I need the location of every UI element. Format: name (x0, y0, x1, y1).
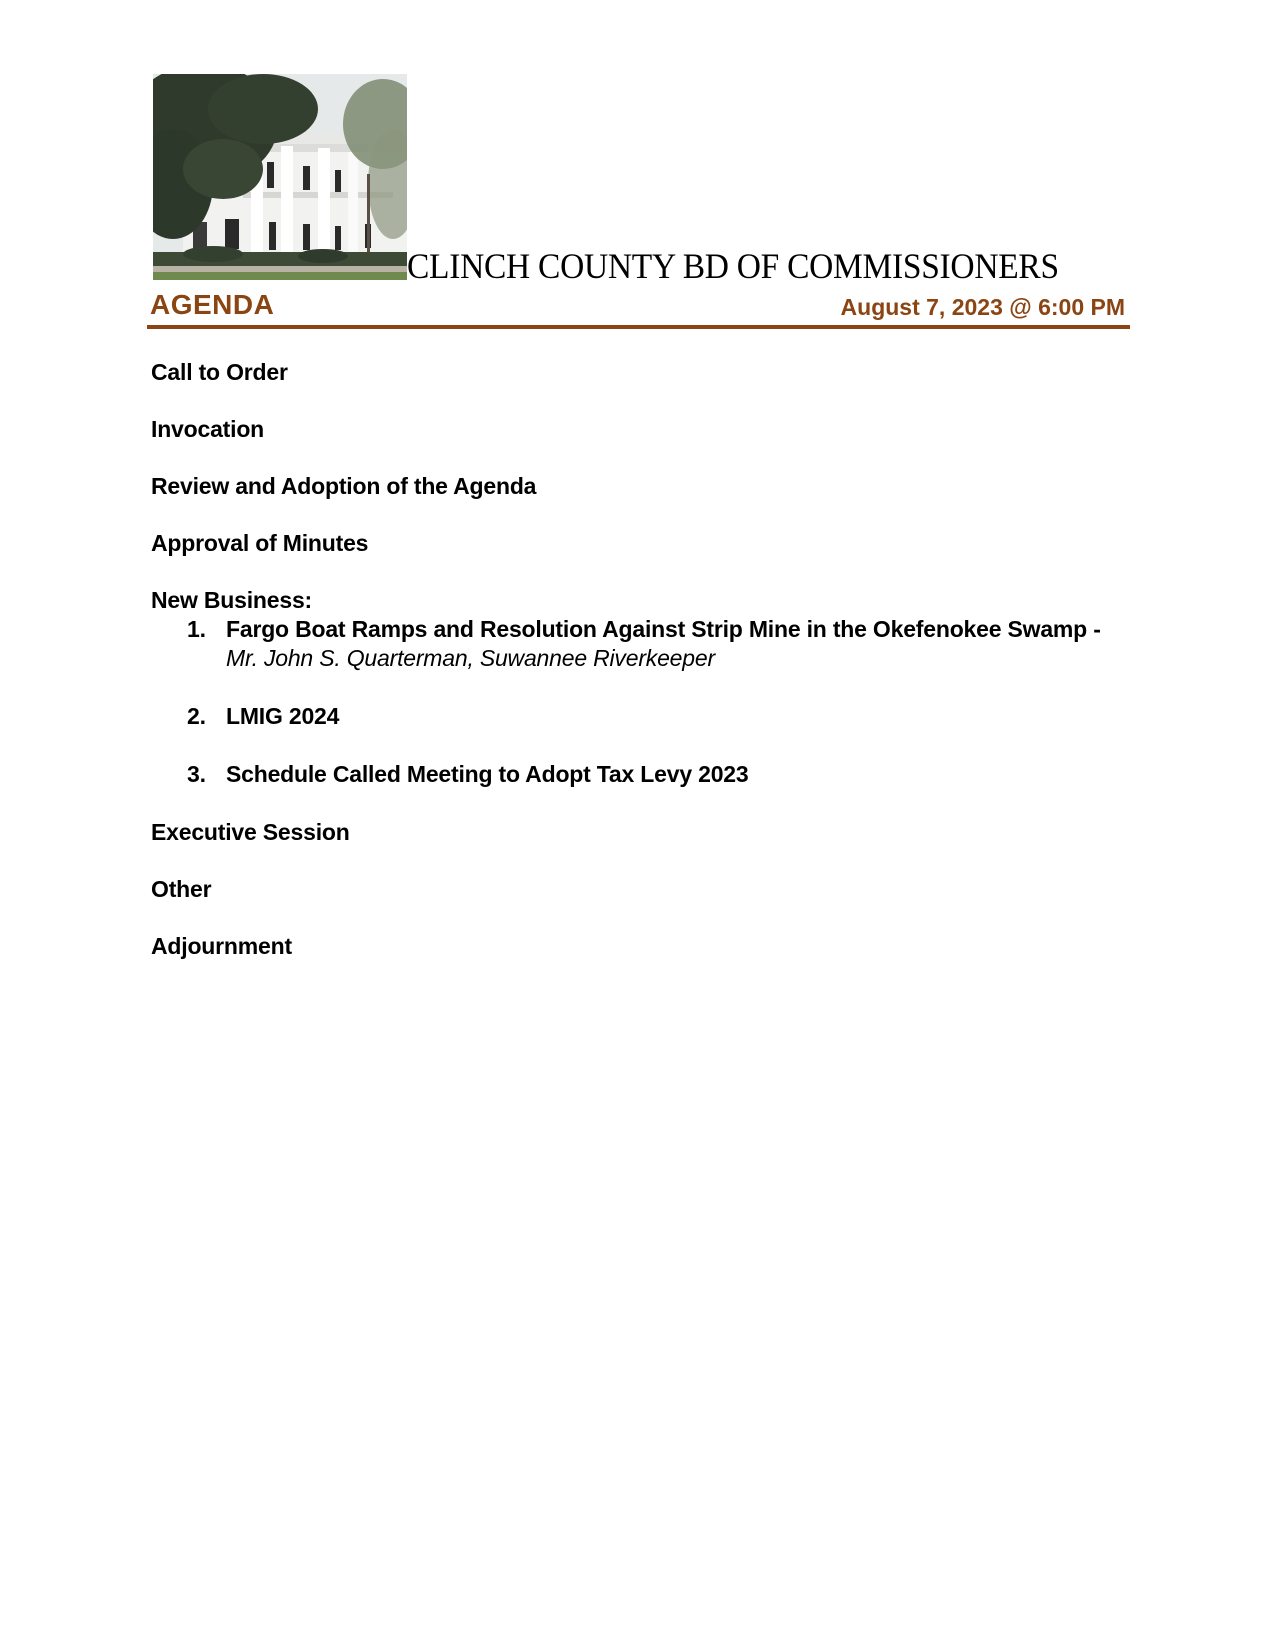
document-label: AGENDA (150, 289, 275, 320)
new-business-item (151, 760, 1131, 789)
item-number: 2. (187, 703, 206, 729)
organization-title: CLINCH COUNTY BD OF COMMISSIONERS (407, 246, 1059, 286)
agenda-item-executive-session: Executive Session (151, 819, 350, 845)
new-business-heading: New Business: (151, 587, 313, 613)
header-divider (147, 325, 1130, 329)
courthouse-photo (153, 74, 407, 280)
item-number: 3. (187, 761, 206, 787)
item-presenter: Mr. John S. Quarterman, Suwannee Riverkeeper (226, 645, 715, 671)
new-business-list (151, 615, 1131, 789)
agenda-item-review-adoption: Review and Adoption of the Agenda (151, 473, 537, 499)
item-title: Schedule Called Meeting to Adopt Tax Levy 2023 (226, 761, 749, 787)
agenda-list (151, 358, 1131, 989)
agenda-item-other: Other (151, 876, 212, 902)
new-business-item (151, 702, 1131, 731)
agenda-item-invocation: Invocation (151, 416, 265, 442)
item-title: Fargo Boat Ramps and Resolution Against Strip Mine in the Okefenokee Swamp - (226, 616, 1101, 642)
item-title: LMIG 2024 (226, 703, 340, 729)
item-number: 1. (187, 616, 206, 642)
agenda-item-adjournment: Adjournment (151, 933, 292, 959)
new-business-item (151, 615, 1131, 673)
agenda-item-call-to-order: Call to Order (151, 359, 288, 385)
meeting-datetime: August 7, 2023 @ 6:00 PM (840, 294, 1125, 320)
agenda-item-approval-minutes: Approval of Minutes (151, 530, 369, 556)
